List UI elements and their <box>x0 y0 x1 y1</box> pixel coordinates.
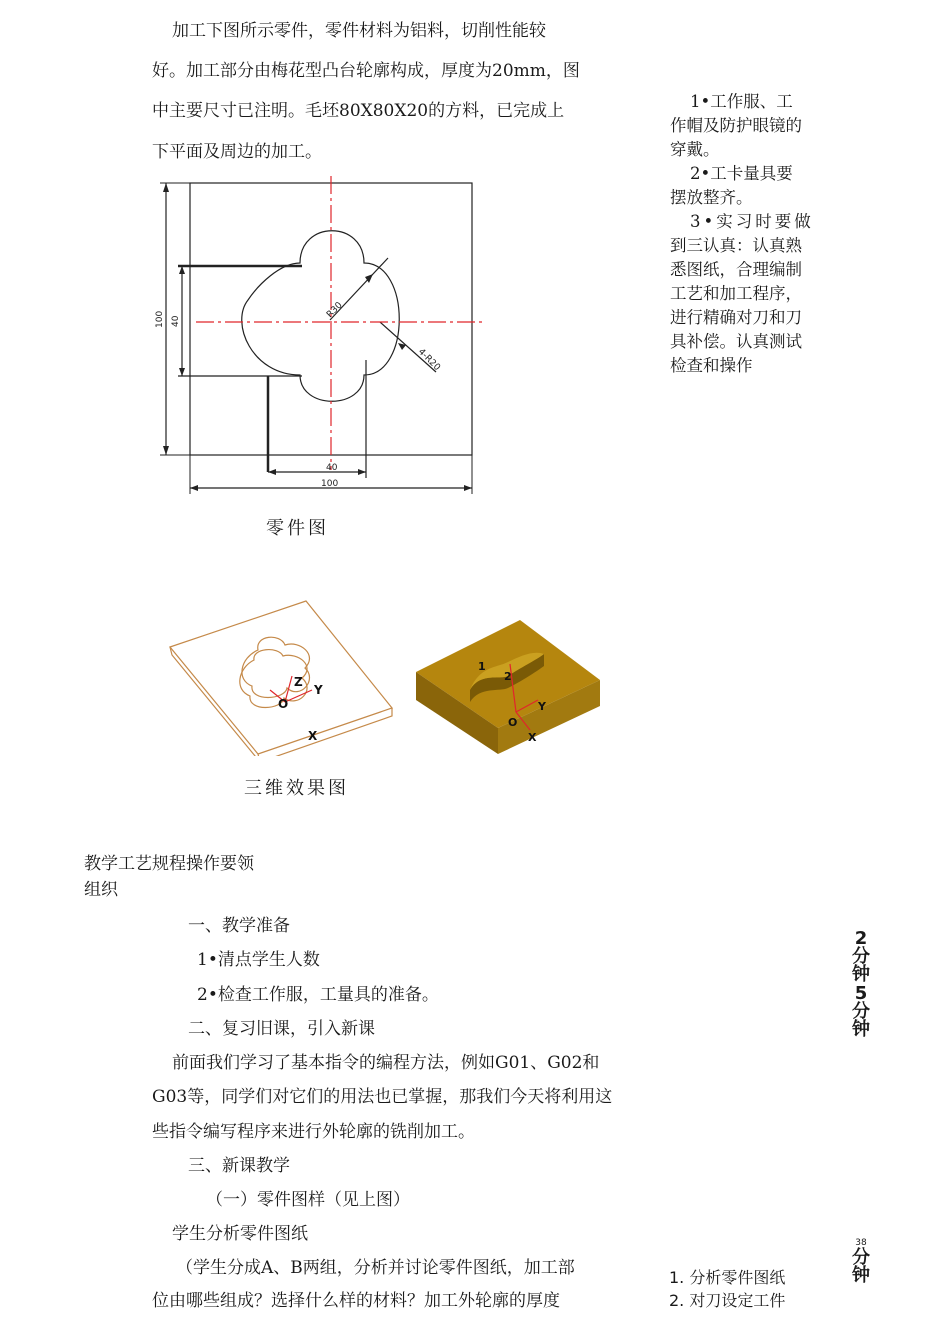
safety-note-2b: 摆放整齐。 <box>670 188 753 207</box>
time-1-minutes: 2 <box>854 928 868 949</box>
arrow-40-bottom <box>179 368 185 376</box>
solid-label-y: Y <box>538 700 546 713</box>
step-2: 2. 对刀设定工件 <box>669 1291 786 1310</box>
header-col-operation: 教学工艺规程操作要领 <box>84 854 254 874</box>
solid-label-x: X <box>528 731 537 744</box>
section-2-para-2: G03等，同学们对它们的用法也已掌握，那我们今天将利用这 <box>152 1087 613 1107</box>
section-1-item-2: 2•检查工作服，工量具的准备。 <box>197 985 439 1005</box>
solid-label-1: 1 <box>478 660 486 673</box>
intro-line-4: 下平面及周边的加工。 <box>152 142 322 162</box>
dim-text-40-h: 40 <box>326 463 338 473</box>
label-z: Z <box>294 675 303 689</box>
safety-note-1c: 穿戴。 <box>670 140 720 159</box>
section-2-para-1: 前面我们学习了基本指令的编程方法，例如G01、G02和 <box>172 1053 600 1073</box>
part-drawing <box>150 170 490 500</box>
header-col-organization: 组织 <box>84 880 118 900</box>
arrow-100-right <box>464 485 472 491</box>
time-1-unit-a: 分 <box>852 946 870 967</box>
section-1-item-1: 1•清点学生人数 <box>197 950 320 970</box>
time-3-unit-b: 钟 <box>852 1265 870 1286</box>
label-x: X <box>308 729 318 743</box>
safety-note-2a: 2•工卡量具要 <box>690 164 793 183</box>
arrow-100-bottom <box>163 446 169 455</box>
solid-label-2: 2 <box>504 670 512 683</box>
dim-text-r30: R30 <box>325 300 345 321</box>
solid-label-o: O <box>508 716 518 729</box>
section-3-sub-1: （一）零件图样（见上图） <box>206 1190 410 1210</box>
time-block-3 <box>850 1238 872 1285</box>
view3d-caption: 三维效果图 <box>244 778 349 799</box>
section-1-title: 一、教学准备 <box>188 916 290 936</box>
part-drawing-caption: 零件图 <box>266 518 329 539</box>
intro-line-2: 好。加工部分由梅花型凸台轮廓构成，厚度为20mm，图 <box>152 61 580 81</box>
safety-note-1a: 1•工作服、工 <box>690 92 793 111</box>
time-block-1-unit <box>850 948 872 984</box>
safety-notes <box>670 90 820 378</box>
wireframe-3d-view <box>160 596 400 756</box>
arrow-40-right <box>358 469 366 475</box>
safety-note-3d: 工艺和加工程序， <box>670 284 802 303</box>
section-2-title: 二、复习旧课，引入新课 <box>188 1019 375 1039</box>
section-3-sub-2: 学生分析零件图纸 <box>172 1224 308 1244</box>
section-2-para-3: 些指令编写程序来进行外轮廓的铣削加工。 <box>152 1122 475 1142</box>
dim-text-40-v: 40 <box>171 315 181 327</box>
time-3-minutes: 38 <box>855 1238 867 1248</box>
time-2-minutes: 5 <box>854 983 868 1004</box>
section-3-para-1: （学生分成A、B两组，分析并讨论零件图纸，加工部 <box>176 1258 575 1278</box>
section-3-para-2: 位由哪些组成？选择什么样的材料？加工外轮廓的厚度 <box>152 1291 560 1311</box>
safety-note-3a: 3•实习时要做 <box>690 212 814 231</box>
arrow-100-left <box>190 485 198 491</box>
time-1-unit-b: 钟 <box>852 964 870 985</box>
arrow-100-top <box>163 183 169 192</box>
step-1: 1. 分析零件图纸 <box>669 1268 786 1287</box>
section-3-title: 三、新课教学 <box>188 1156 290 1176</box>
safety-note-3f: 具补偿。认真测试 <box>670 332 802 351</box>
safety-note-3b: 到三认真：认真熟 <box>670 236 802 255</box>
wire-plate-top <box>170 601 392 754</box>
time-3-unit-a: 分 <box>852 1247 870 1268</box>
safety-note-3e: 进行精确对刀和刀 <box>670 308 802 327</box>
label-o: O <box>278 697 289 711</box>
safety-note-3c: 悉图纸，合理编制 <box>670 260 802 279</box>
dim-text-r20: 4-R20 <box>415 347 442 373</box>
intro-line-1: 加工下图所示零件，零件材料为铝料，切削性能较 <box>172 21 546 41</box>
safety-note-3g: 检查和操作 <box>670 356 753 375</box>
time-2-unit-a: 分 <box>852 1001 870 1022</box>
time-2-unit-b: 钟 <box>852 1019 870 1040</box>
solid-3d-view <box>410 610 610 760</box>
intro-line-3: 中主要尺寸已注明。毛坯80X80X20的方料，已完成上 <box>152 101 565 121</box>
time-block-2 <box>850 985 872 1039</box>
label-y: Y <box>314 683 323 697</box>
wire-plate-corner <box>258 754 260 756</box>
dim-text-100-h: 100 <box>321 479 339 489</box>
safety-note-1b: 作帽及防护眼镜的 <box>670 116 802 135</box>
dim-text-100-v: 100 <box>155 310 165 328</box>
